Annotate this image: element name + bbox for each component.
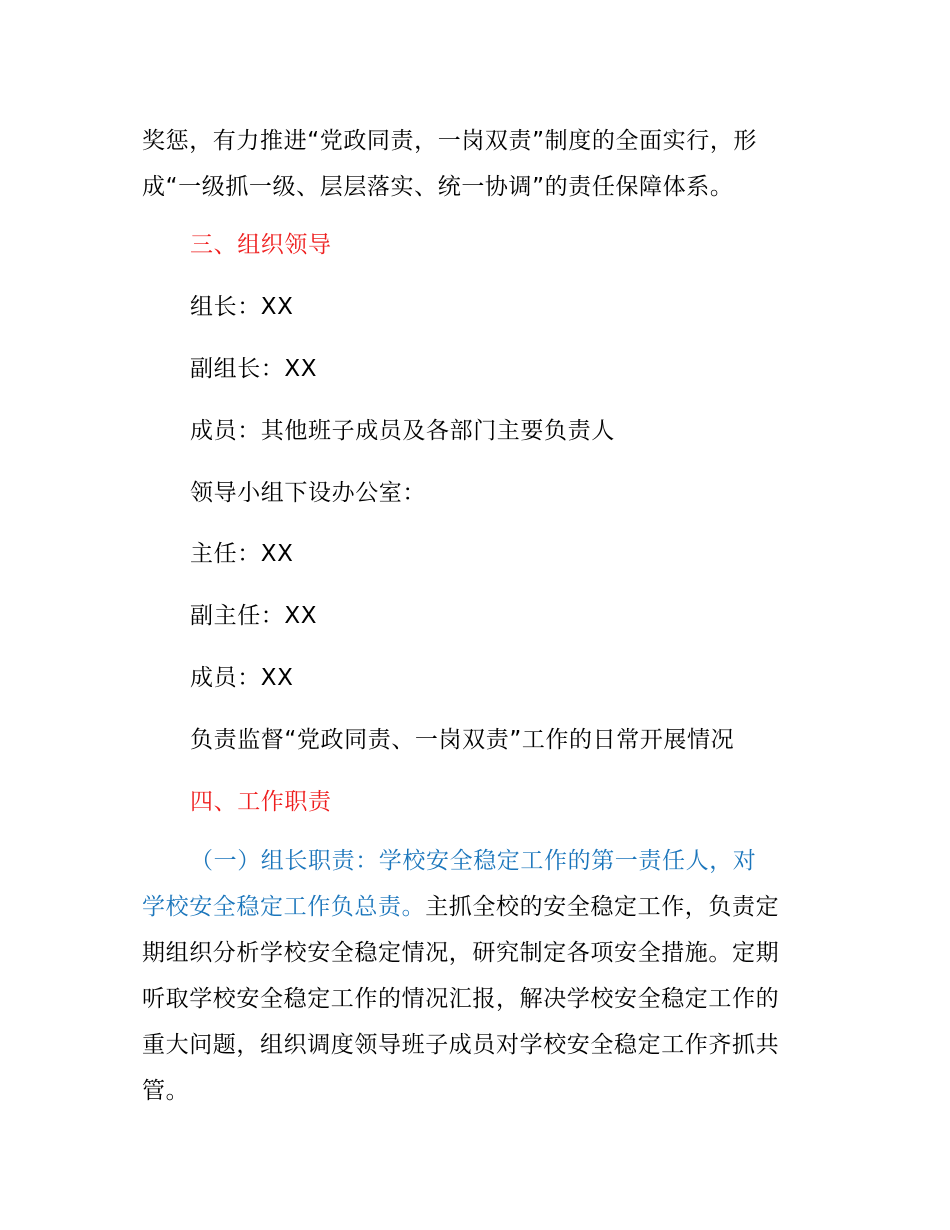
leader-duties-line-2 [142,884,814,930]
leader-duties-title: （一）组长职责：学校安全稳定工作的第一责任人，对 [190,848,757,874]
supervision-line: 负责监督“党政同责、一岗双责”工作的日常开展情况 [190,727,735,753]
leader-duties-paragraph [142,838,814,1114]
leader-duties-line-5: 重大问题，组织调度领导班子成员对学校安全稳定工作齐抓共 [142,1032,780,1058]
leader-duties-title-end: 学校安全稳定工作负总责。 [142,894,426,920]
leader-duties-line-1 [142,838,814,884]
leader-duties-line-4: 听取学校安全稳定工作的情况汇报，解决学校安全稳定工作的 [142,986,780,1012]
deputy-leader-line: 副组长：XX [190,356,318,382]
members-line: 成员：其他班子成员及各部门主要负责人 [190,418,615,444]
office-members-line: 成员：XX [190,665,294,691]
section4-heading: 四、工作职责 [190,789,332,815]
intro-line-1: 奖惩，有力推进“党政同责，一岗双责”制度的全面实行，形 [142,128,758,154]
section3-heading: 三、组织领导 [190,232,332,258]
deputy-director-line: 副主任：XX [190,603,318,629]
leader-duties-text-start: 主抓全校的安全稳定工作，负责定 [425,894,780,920]
intro-paragraph [142,118,814,210]
office-line: 领导小组下设办公室： [190,480,426,506]
intro-line-2: 成“一级抓一级、层层落实、统一协调”的责任保障体系。 [142,174,734,200]
leader-duties-line-3: 期组织分析学校安全稳定情况，研究制定各项安全措施。定期 [142,940,780,966]
team-leader-line: 组长：XX [190,294,294,320]
director-line: 主任：XX [190,541,294,567]
leader-duties-line-6: 管。 [142,1078,190,1104]
